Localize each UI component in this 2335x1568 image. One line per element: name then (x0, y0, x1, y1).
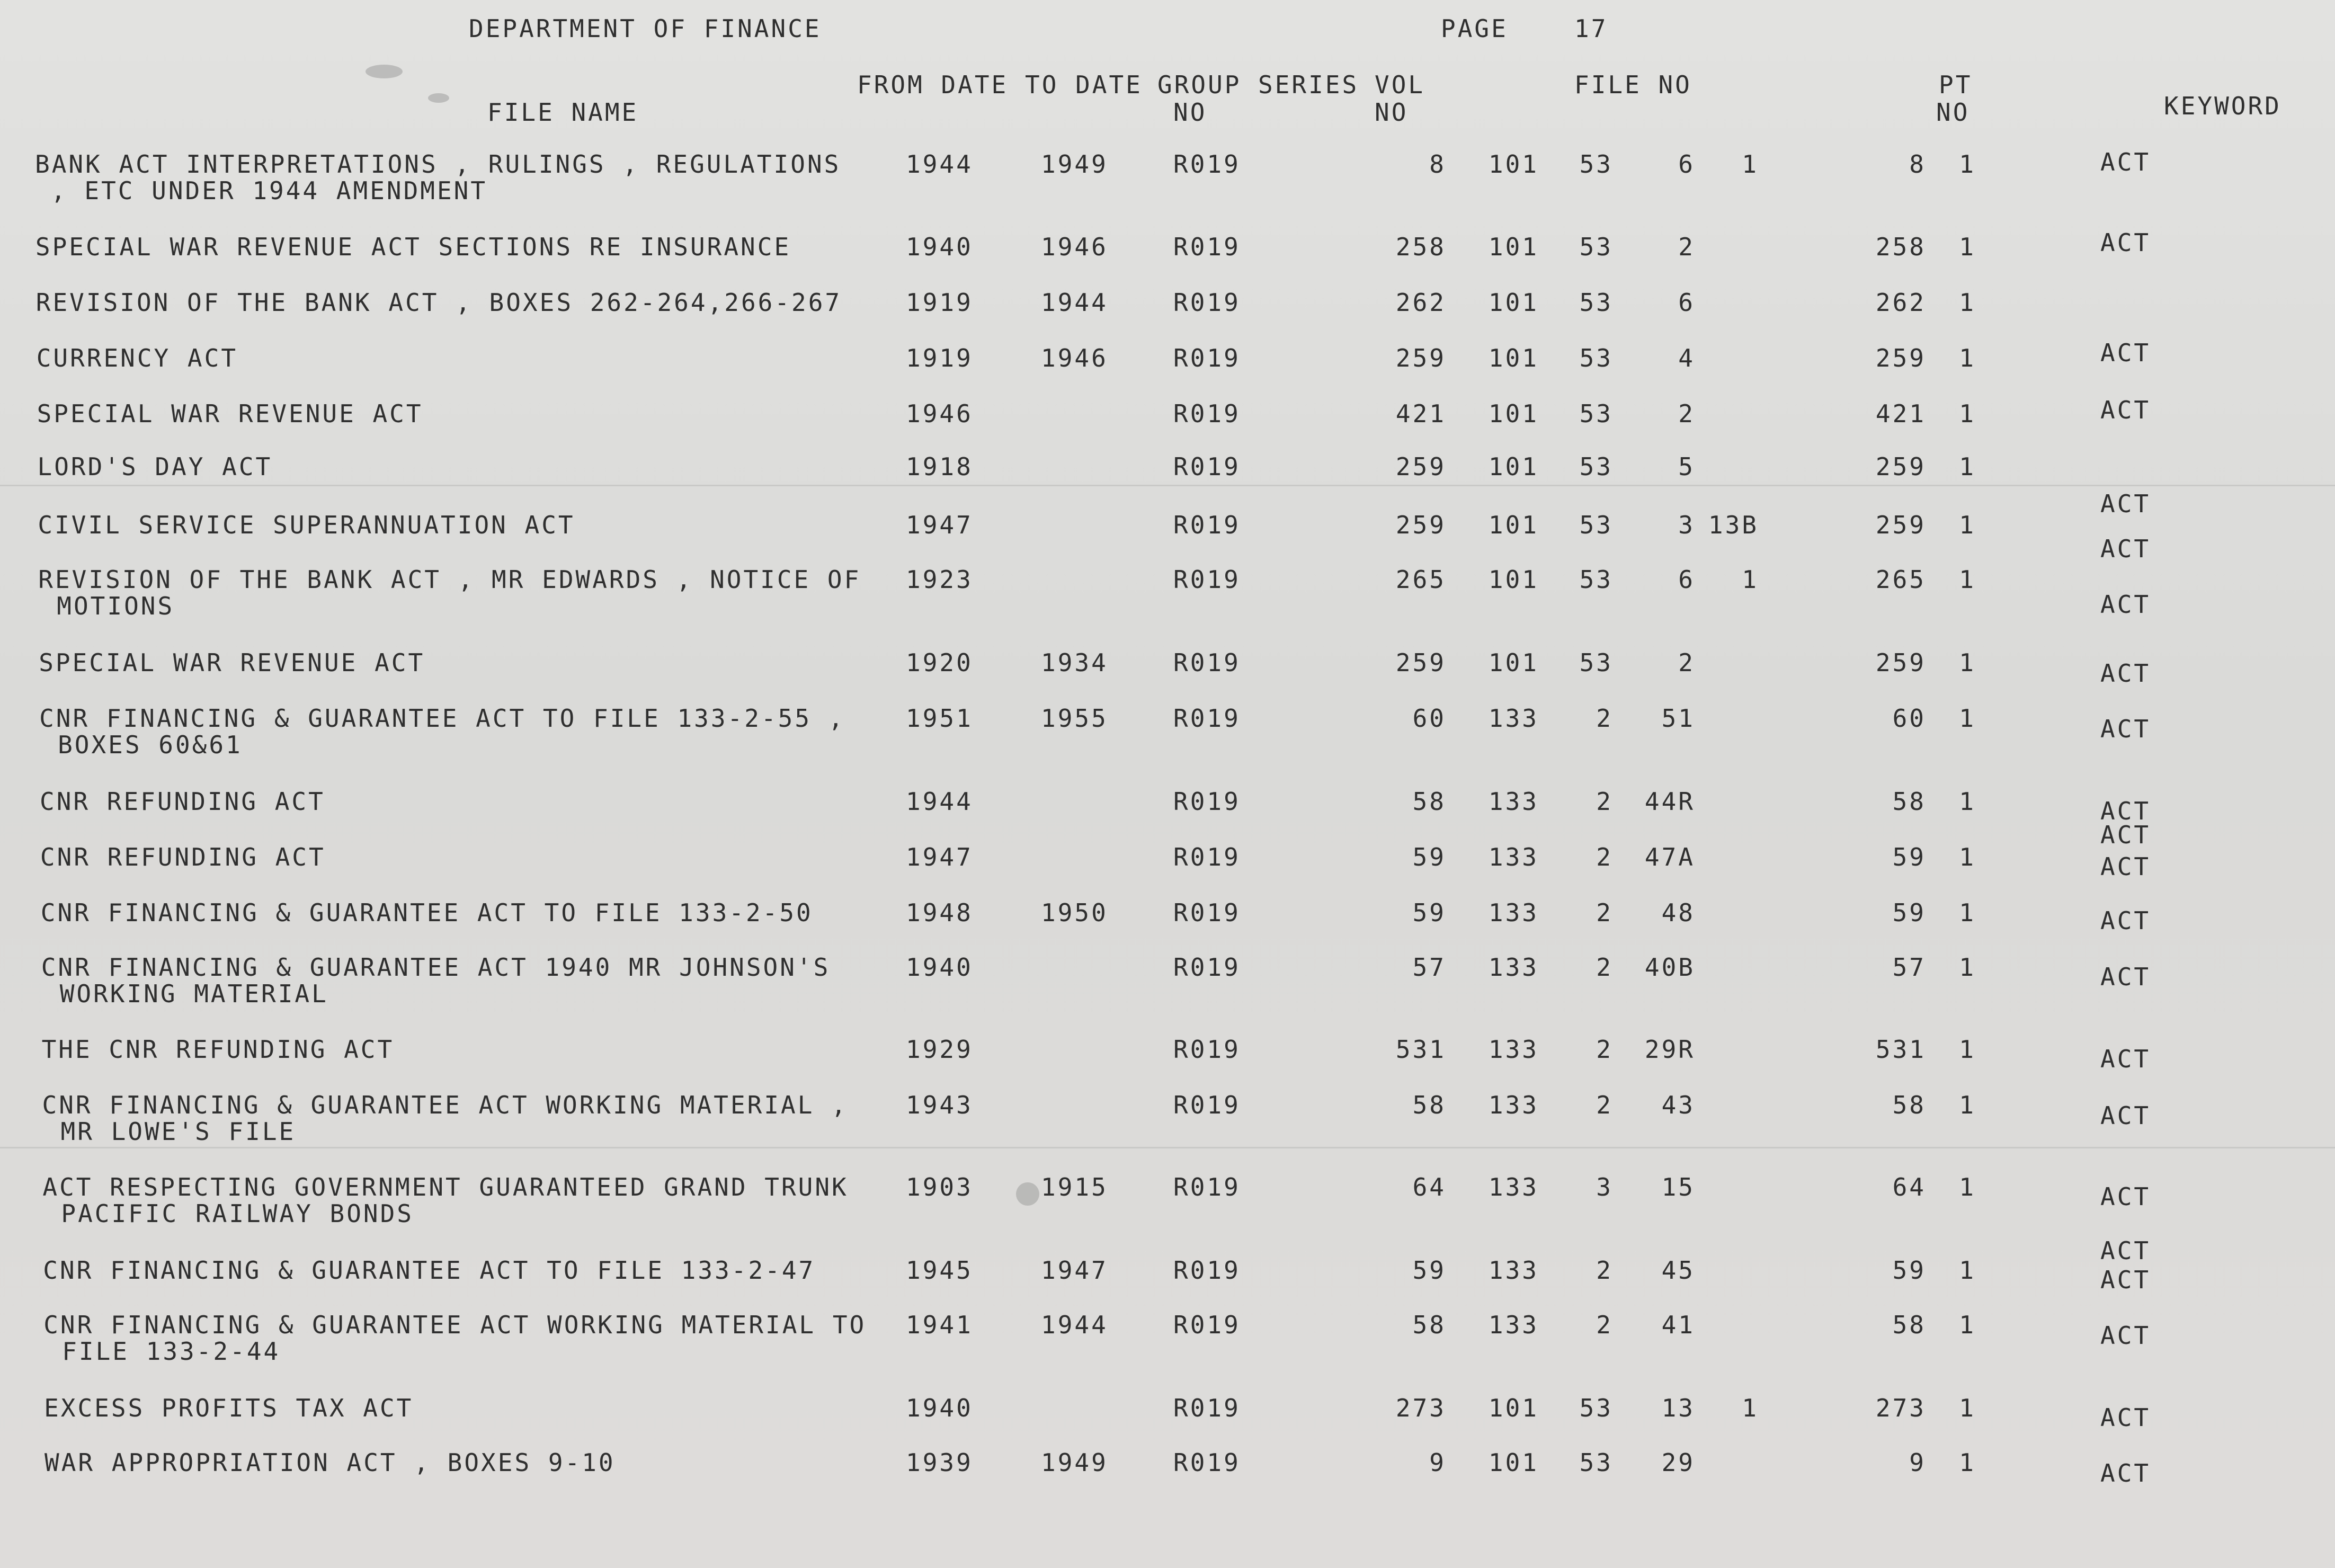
file-no-part-1: 133 (1488, 843, 1539, 871)
from-date: 1946 (906, 399, 973, 428)
to-date: 1944 (1041, 1311, 1108, 1339)
file-no-part-3: 51 (1661, 704, 1695, 733)
vol-no: 259 (1875, 511, 1926, 539)
series-no: 259 (1395, 452, 1446, 481)
file-no-part-1: 133 (1488, 704, 1539, 733)
file-no-part-3: 40B (1644, 953, 1695, 982)
file-name: WAR APPROPRIATION ACT , BOXES 9-10 (44, 1448, 616, 1477)
from-date: 1944 (906, 787, 973, 816)
from-date: 1918 (906, 452, 973, 481)
file-no-part-2: 2 (1596, 787, 1613, 816)
from-date: 1939 (906, 1448, 973, 1477)
ink-smudge (1016, 1182, 1039, 1206)
series-no: 262 (1395, 288, 1446, 317)
file-no-part-4: 1 (1742, 1394, 1759, 1422)
group-no: R019 (1173, 1091, 1241, 1119)
file-no-part-1: 101 (1488, 288, 1539, 317)
from-date: 1903 (906, 1173, 973, 1201)
paper-fold-line (0, 485, 2335, 486)
keyword: ACT (2100, 1403, 2151, 1432)
to-date: 1949 (1041, 150, 1108, 179)
group-no: R019 (1173, 511, 1241, 539)
vol-no: 58 (1892, 1091, 1926, 1119)
from-date: 1923 (906, 565, 973, 594)
file-name: REVISION OF THE BANK ACT , BOXES 262-264,266-267 (35, 288, 842, 317)
vol-no: 259 (1875, 648, 1926, 677)
file-no-part-3: 3 (1678, 511, 1695, 539)
file-name: CNR FINANCING & GUARANTEE ACT WORKING MATERIAL , (42, 1091, 848, 1119)
pt-no: 1 (1959, 1256, 1976, 1285)
file-no-part-3: 5 (1678, 452, 1695, 481)
file-no-part-2: 53 (1579, 1448, 1613, 1477)
paper-fold-line (0, 1147, 2335, 1148)
file-no-part-4: 1 (1742, 565, 1759, 594)
file-no-part-4: 1 (1742, 150, 1759, 179)
file-no-part-2: 2 (1596, 953, 1613, 982)
pt-no: 1 (1959, 1311, 1976, 1339)
file-no-part-3: 13 (1661, 1394, 1695, 1422)
file-no-part-2: 2 (1596, 1256, 1613, 1285)
file-name: CNR FINANCING & GUARANTEE ACT WORKING MATERIAL TO (43, 1311, 867, 1339)
keyword: ACT (2100, 338, 2151, 367)
col-group: GROUP (1157, 70, 1242, 99)
group-no: R019 (1173, 150, 1241, 179)
file-no-part-3: 29R (1644, 1035, 1695, 1064)
pt-no: 1 (1959, 511, 1976, 539)
vol-no: 59 (1892, 843, 1926, 871)
col-vol-no: NO (1375, 98, 1409, 127)
keyword: ACT (2100, 963, 2151, 991)
group-no: R019 (1173, 843, 1241, 871)
vol-no: 421 (1875, 399, 1926, 428)
file-no-part-1: 133 (1488, 1311, 1539, 1339)
keyword: ACT (2100, 534, 2151, 563)
file-no-part-3: 15 (1661, 1173, 1695, 1201)
file-no-part-3: 41 (1661, 1311, 1695, 1339)
pt-no: 1 (1959, 565, 1976, 594)
to-date: 1950 (1041, 898, 1108, 927)
to-date: 1915 (1041, 1173, 1108, 1201)
keyword: ACT (2100, 852, 2151, 881)
vol-no: 259 (1875, 344, 1926, 372)
file-no-part-2: 53 (1579, 565, 1613, 594)
file-no-part-2: 53 (1579, 399, 1613, 428)
from-date: 1948 (906, 898, 973, 927)
series-no: 60 (1412, 704, 1446, 733)
vol-no: 9 (1909, 1448, 1926, 1477)
to-date: 1934 (1041, 648, 1108, 677)
pt-no: 1 (1959, 953, 1976, 982)
to-date: 1949 (1041, 1448, 1108, 1477)
file-name-cont: MOTIONS (57, 592, 175, 620)
pt-no: 1 (1959, 399, 1976, 428)
keyword: ACT (2100, 1236, 2151, 1265)
col-from-date: FROM DATE (857, 70, 1009, 99)
file-name: ACT RESPECTING GOVERNMENT GUARANTEED GRAND TRUNK (42, 1173, 849, 1201)
series-no: 58 (1412, 787, 1446, 816)
from-date: 1940 (906, 233, 973, 261)
file-name: CIVIL SERVICE SUPERANNUATION ACT (38, 511, 575, 539)
file-no-part-1: 101 (1488, 1448, 1539, 1477)
group-no: R019 (1173, 1256, 1241, 1285)
vol-no: 59 (1892, 898, 1926, 927)
file-no-part-1: 101 (1488, 1394, 1539, 1422)
keyword: ACT (2100, 1321, 2151, 1350)
pt-no: 1 (1959, 648, 1976, 677)
file-no-part-3: 6 (1678, 288, 1695, 317)
vol-no: 58 (1892, 787, 1926, 816)
file-no-part-1: 133 (1488, 1256, 1539, 1285)
pt-no: 1 (1959, 1035, 1976, 1064)
vol-no: 262 (1875, 288, 1926, 317)
from-date: 1944 (906, 150, 973, 179)
vol-no: 64 (1892, 1173, 1926, 1201)
file-name-cont: FILE 133-2-44 (62, 1337, 281, 1366)
keyword: ACT (2100, 1045, 2151, 1073)
file-name-cont: PACIFIC RAILWAY BONDS (61, 1199, 414, 1228)
file-no-part-1: 133 (1488, 1091, 1539, 1119)
col-file-name: FILE NAME (487, 98, 639, 127)
file-no-part-3: 47A (1644, 843, 1695, 871)
pt-no: 1 (1959, 1448, 1976, 1477)
series-no: 59 (1412, 1256, 1446, 1285)
file-name: SPECIAL WAR REVENUE ACT SECTIONS RE INSURANCE (35, 233, 791, 261)
from-date: 1929 (906, 1035, 973, 1064)
file-no-part-3: 2 (1678, 648, 1695, 677)
vol-no: 60 (1892, 704, 1926, 733)
pt-no: 1 (1959, 452, 1976, 481)
vol-no: 265 (1875, 565, 1926, 594)
file-name: CNR FINANCING & GUARANTEE ACT 1940 MR JOHNSON'S (41, 953, 831, 982)
to-date: 1947 (1041, 1256, 1108, 1285)
file-no-part-2: 2 (1596, 704, 1613, 733)
from-date: 1920 (906, 648, 973, 677)
file-no-part-3: 6 (1678, 565, 1695, 594)
file-no-part-2: 53 (1579, 233, 1613, 261)
file-no-part-1: 101 (1488, 511, 1539, 539)
file-no-part-3: 29 (1661, 1448, 1695, 1477)
col-to-date: TO DATE (1025, 70, 1143, 99)
group-no: R019 (1173, 1394, 1241, 1422)
file-name-cont: MR LOWE'S FILE (60, 1117, 296, 1146)
series-no: 259 (1395, 648, 1446, 677)
pt-no: 1 (1959, 233, 1976, 261)
from-date: 1947 (906, 511, 973, 539)
file-no-part-3: 45 (1661, 1256, 1695, 1285)
keyword: ACT (2100, 821, 2151, 849)
keyword: ACT (2100, 1266, 2151, 1294)
group-no: R019 (1173, 233, 1241, 261)
from-date: 1940 (906, 1394, 973, 1422)
group-no: R019 (1173, 1173, 1241, 1201)
file-name: REVISION OF THE BANK ACT , MR EDWARDS , NOTICE OF (38, 565, 861, 594)
col-vol: VOL (1375, 70, 1425, 99)
file-name: BANK ACT INTERPRETATIONS , RULINGS , REGULATIONS (35, 150, 841, 179)
file-name: LORD'S DAY ACT (37, 452, 273, 481)
file-no-part-1: 101 (1488, 150, 1539, 179)
file-no-part-2: 2 (1596, 898, 1613, 927)
keyword: ACT (2100, 148, 2151, 176)
pt-no: 1 (1959, 787, 1976, 816)
file-name-cont: , ETC UNDER 1944 AMENDMENT (51, 176, 488, 205)
pt-no: 1 (1959, 1091, 1976, 1119)
file-name: CURRENCY ACT (36, 344, 238, 372)
file-no-part-2: 53 (1579, 511, 1613, 539)
file-no-part-1: 133 (1488, 898, 1539, 927)
keyword: ACT (2100, 797, 2151, 825)
department-title: DEPARTMENT OF FINANCE (469, 14, 822, 43)
file-name: EXCESS PROFITS TAX ACT (44, 1394, 414, 1422)
file-no-part-2: 53 (1579, 288, 1613, 317)
from-date: 1943 (906, 1091, 973, 1119)
file-no-part-1: 133 (1488, 953, 1539, 982)
pt-no: 1 (1959, 1173, 1976, 1201)
series-no: 265 (1395, 565, 1446, 594)
keyword: ACT (2100, 1182, 2151, 1211)
col-group-no: NO (1173, 98, 1207, 127)
group-no: R019 (1173, 452, 1241, 481)
to-date: 1955 (1041, 704, 1108, 733)
file-name: SPECIAL WAR REVENUE ACT (39, 648, 425, 677)
col-pt: PT (1939, 70, 1973, 99)
series-no: 59 (1412, 843, 1446, 871)
group-no: R019 (1173, 648, 1241, 677)
series-no: 258 (1395, 233, 1446, 261)
file-no-part-2: 53 (1579, 1394, 1613, 1422)
pt-no: 1 (1959, 898, 1976, 927)
file-name: CNR REFUNDING ACT (40, 787, 325, 816)
group-no: R019 (1173, 1448, 1241, 1477)
file-no-part-3: 44R (1644, 787, 1695, 816)
file-no-part-1: 133 (1488, 787, 1539, 816)
pt-no: 1 (1959, 843, 1976, 871)
col-file-no: FILE NO (1574, 70, 1692, 99)
file-no-part-3: 2 (1678, 399, 1695, 428)
group-no: R019 (1173, 399, 1241, 428)
vol-no: 273 (1875, 1394, 1926, 1422)
from-date: 1947 (906, 843, 973, 871)
series-no: 57 (1412, 953, 1446, 982)
vol-no: 8 (1909, 150, 1926, 179)
group-no: R019 (1173, 953, 1241, 982)
col-pt-no: NO (1936, 98, 1970, 127)
group-no: R019 (1173, 787, 1241, 816)
group-no: R019 (1173, 344, 1241, 372)
series-no: 58 (1412, 1311, 1446, 1339)
file-no-part-3: 6 (1678, 150, 1695, 179)
file-no-part-1: 133 (1488, 1035, 1539, 1064)
series-no: 64 (1412, 1173, 1446, 1201)
pt-no: 1 (1959, 150, 1976, 179)
keyword: ACT (2100, 906, 2151, 935)
file-no-part-3: 2 (1678, 233, 1695, 261)
page-label: PAGE (1441, 14, 1508, 43)
file-name: CNR FINANCING & GUARANTEE ACT TO FILE 133-2-50 (40, 898, 813, 927)
file-no-part-3: 4 (1678, 344, 1695, 372)
file-no-part-2: 2 (1596, 1311, 1613, 1339)
keyword: ACT (2100, 1101, 2151, 1130)
vol-no: 59 (1892, 1256, 1926, 1285)
to-date: 1946 (1041, 344, 1108, 372)
file-name-cont: BOXES 60&61 (58, 730, 243, 759)
file-no-part-1: 101 (1488, 399, 1539, 428)
from-date: 1945 (906, 1256, 973, 1285)
file-no-part-1: 101 (1488, 452, 1539, 481)
keyword: ACT (2100, 1459, 2151, 1487)
from-date: 1941 (906, 1311, 973, 1339)
file-no-part-1: 101 (1488, 565, 1539, 594)
file-no-part-1: 101 (1488, 344, 1539, 372)
group-no: R019 (1173, 288, 1241, 317)
file-name-cont: WORKING MATERIAL (59, 979, 328, 1008)
series-no: 59 (1412, 898, 1446, 927)
group-no: R019 (1173, 1311, 1241, 1339)
from-date: 1919 (906, 344, 973, 372)
file-no-part-2: 53 (1579, 452, 1613, 481)
file-no-part-2: 53 (1579, 344, 1613, 372)
group-no: R019 (1173, 704, 1241, 733)
series-no: 259 (1395, 511, 1446, 539)
series-no: 9 (1429, 1448, 1446, 1477)
keyword: ACT (2100, 590, 2151, 619)
ink-smudge (366, 65, 403, 78)
from-date: 1919 (906, 288, 973, 317)
col-keyword: KEYWORD (2164, 92, 2281, 120)
file-no-part-2: 53 (1579, 150, 1613, 179)
keyword: ACT (2100, 659, 2151, 688)
page-number: 17 (1574, 14, 1608, 43)
vol-no: 57 (1892, 953, 1926, 982)
vol-no: 58 (1892, 1311, 1926, 1339)
file-no-part-2: 2 (1596, 843, 1613, 871)
keyword: ACT (2100, 715, 2151, 743)
pt-no: 1 (1959, 1394, 1976, 1422)
file-no-part-2: 2 (1596, 1091, 1613, 1119)
pt-no: 1 (1959, 704, 1976, 733)
file-name: THE CNR REFUNDING ACT (41, 1035, 395, 1064)
vol-no: 258 (1875, 233, 1926, 261)
group-no: R019 (1173, 898, 1241, 927)
file-no-part-2: 3 (1596, 1173, 1613, 1201)
series-no: 531 (1395, 1035, 1446, 1064)
series-no: 273 (1395, 1394, 1446, 1422)
file-name: SPECIAL WAR REVENUE ACT (37, 399, 423, 428)
vol-no: 259 (1875, 452, 1926, 481)
file-no-part-1: 101 (1488, 233, 1539, 261)
file-no-part-2: 2 (1596, 1035, 1613, 1064)
group-no: R019 (1173, 565, 1241, 594)
to-date: 1946 (1041, 233, 1108, 261)
to-date: 1944 (1041, 288, 1108, 317)
series-no: 58 (1412, 1091, 1446, 1119)
file-name: CNR FINANCING & GUARANTEE ACT TO FILE 133-2-55 , (39, 704, 845, 733)
series-no: 259 (1395, 344, 1446, 372)
ink-smudge (428, 93, 449, 103)
from-date: 1940 (906, 953, 973, 982)
col-series: SERIES (1258, 70, 1359, 99)
from-date: 1951 (906, 704, 973, 733)
file-name: CNR FINANCING & GUARANTEE ACT TO FILE 133-2-47 (43, 1256, 816, 1285)
file-name: CNR REFUNDING ACT (40, 843, 326, 871)
file-no-part-2: 53 (1579, 648, 1613, 677)
file-no-part-1: 133 (1488, 1173, 1539, 1201)
keyword: ACT (2100, 228, 2151, 257)
vol-no: 531 (1875, 1035, 1926, 1064)
series-no: 8 (1429, 150, 1446, 179)
file-no-part-1: 101 (1488, 648, 1539, 677)
pt-no: 1 (1959, 288, 1976, 317)
series-no: 421 (1395, 399, 1446, 428)
keyword: ACT (2100, 396, 2151, 424)
group-no: R019 (1173, 1035, 1241, 1064)
file-no-part-3: 43 (1661, 1091, 1695, 1119)
keyword: ACT (2100, 489, 2151, 518)
file-no-part-4: 13B (1708, 511, 1759, 539)
file-no-part-3: 48 (1661, 898, 1695, 927)
pt-no: 1 (1959, 344, 1976, 372)
